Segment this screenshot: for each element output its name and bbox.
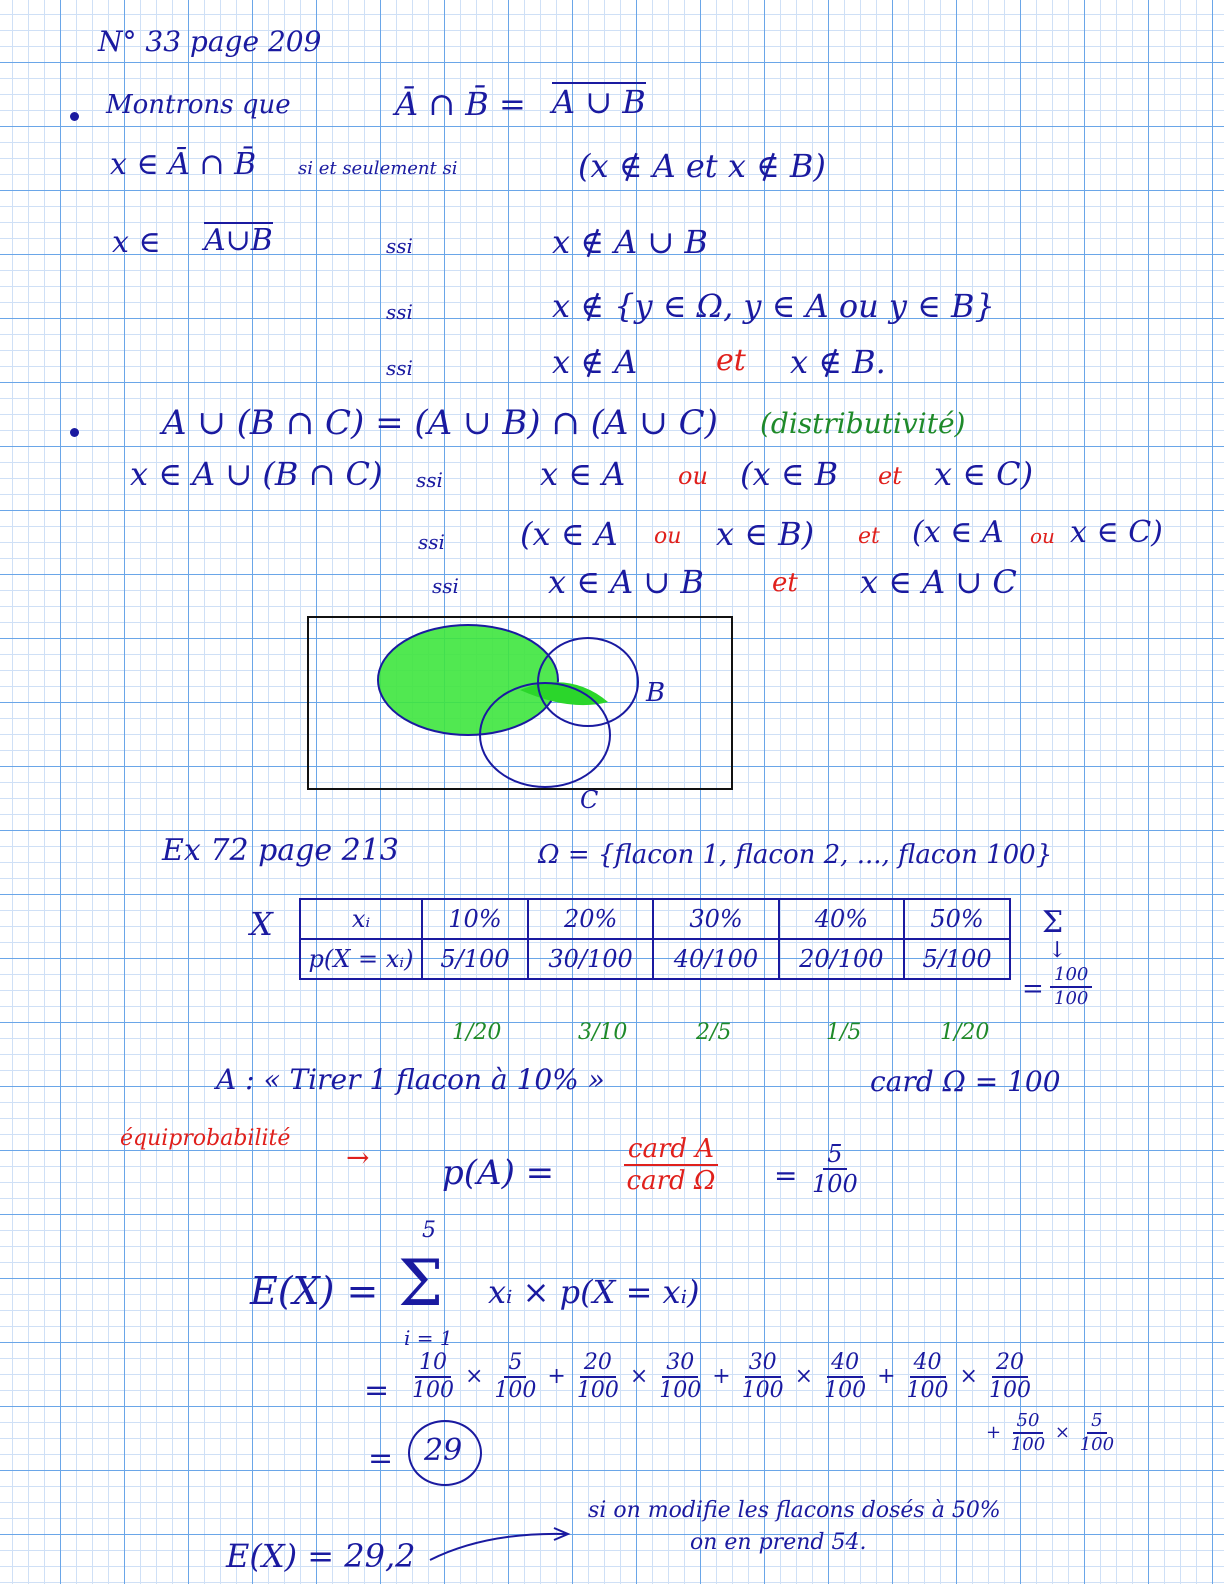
simplified-prob: 1/20	[940, 1020, 990, 1045]
sum-fraction	[1050, 966, 1092, 1008]
simplified-prob: 2/5	[696, 1020, 732, 1045]
distrib-note: (distributivité)	[760, 407, 966, 440]
term-den: 100	[576, 1378, 619, 1403]
expectation-lhs: E(X) =	[250, 1269, 379, 1313]
probability-table	[299, 898, 1011, 980]
sigma-bottom: i = 1	[404, 1326, 453, 1350]
distrib-l1-ou: ou	[678, 462, 708, 490]
ex33-l3-lhs: x ∈	[112, 225, 161, 260]
sum-equals: =	[1022, 974, 1044, 1004]
term-den: 100	[659, 1378, 702, 1403]
distrib-l2-et: et	[858, 524, 880, 549]
distrib-l2-ou1: ou	[654, 524, 682, 549]
p-of-a: p(A) =	[442, 1153, 555, 1193]
term-den: 100	[988, 1378, 1031, 1403]
term-den: 100	[824, 1378, 867, 1403]
ex33-l5-ssi: ssi	[386, 356, 413, 380]
term-num: 50	[1013, 1412, 1044, 1434]
term-den: 100	[906, 1378, 949, 1403]
sum-num: 100	[1050, 966, 1092, 988]
sum-symbol: Σ	[1042, 905, 1064, 940]
sigma-symbol: Σ	[398, 1247, 444, 1321]
result-den: 100	[812, 1170, 858, 1198]
distrib-l2-a: (x ∈ A	[520, 515, 618, 553]
term-num: 30	[745, 1352, 781, 1378]
term-den: 100	[741, 1378, 784, 1403]
ex33-l2-lhs: x ∈ Ā ∩ B̄	[110, 147, 257, 182]
equiprobability-note: équiprobabilité	[120, 1126, 291, 1151]
prob-cell: 30/100	[528, 939, 653, 979]
term-num: 40	[827, 1352, 863, 1378]
sum-arrow: ↓	[1048, 938, 1067, 963]
p-of-a-equals: =	[774, 1159, 798, 1192]
ex72-omega: Ω = {flacon 1, flacon 2, ..., flacon 100}	[538, 840, 1053, 870]
card-fraction	[596, 1136, 746, 1194]
value-cell: 50%	[904, 899, 1010, 939]
table-row	[300, 939, 1010, 979]
term-num: 5	[1087, 1412, 1106, 1434]
term-den: 100	[1079, 1434, 1115, 1455]
ex33-l3-ssi: ssi	[386, 234, 413, 258]
prob-cell: 5/100	[904, 939, 1010, 979]
card-omega-den: card Ω	[626, 1166, 716, 1196]
event-definition: A : « Tirer 1 flacon à 10% »	[216, 1063, 605, 1096]
venn-label-b: B	[646, 678, 666, 708]
table-row	[300, 899, 1010, 939]
distrib-l2-c: (x ∈ A	[912, 515, 1004, 550]
term-num: 10	[415, 1352, 451, 1378]
header-xi: xᵢ	[300, 899, 422, 939]
ex33-l5-a: x ∉ A	[552, 343, 638, 381]
ex33-l5-et: et	[716, 343, 746, 378]
card-omega: card Ω = 100	[870, 1065, 1061, 1098]
distrib-l1-et: et	[878, 462, 902, 490]
equiprobability-arrow: →	[346, 1141, 370, 1174]
expansion-terms-line2: + $\frac{50}{100}$ × $\frac{5}{100}$	[986, 1412, 1118, 1454]
distrib-l1-ssi: ssi	[416, 468, 443, 492]
distrib-l3-b: x ∈ A ∪ C	[860, 563, 1017, 601]
ex33-l4-ssi: ssi	[386, 300, 413, 324]
simplified-prob: 3/10	[578, 1020, 628, 1045]
ex33-l4-rhs: x ∉ {y ∈ Ω, y ∈ A ou y ∈ B}	[552, 287, 995, 325]
value-cell: 40%	[779, 899, 904, 939]
page-title: N° 33 page 209	[98, 25, 322, 58]
expansion-equals: =	[364, 1373, 390, 1408]
distrib-l1-a: x ∈ A	[540, 455, 626, 493]
distrib-l1-c: x ∈ C)	[934, 455, 1034, 493]
ex33-l3-overlined: A∪B	[204, 223, 273, 258]
distrib-l3-ssi: ssi	[432, 574, 459, 598]
value-cell: 20%	[528, 899, 653, 939]
ex72-title: Ex 72 page 213	[162, 833, 399, 868]
term-num: 20	[580, 1352, 616, 1378]
term-num: 5	[504, 1352, 526, 1378]
distrib-l3-a: x ∈ A ∪ B	[548, 563, 704, 601]
distrib-l1-lhs: x ∈ A ∪ (B ∩ C)	[130, 455, 383, 493]
prob-cell: 5/100	[422, 939, 528, 979]
ex33-intro: Montrons que	[106, 90, 291, 120]
value-cell: 30%	[653, 899, 778, 939]
arrow-icon	[426, 1526, 576, 1566]
term-num: 40	[910, 1352, 946, 1378]
result-num: 5	[823, 1142, 846, 1170]
ex33-l2-rhs: (x ∉ A et x ∉ B)	[578, 147, 826, 185]
venn-label-c: C	[580, 786, 599, 814]
ex33-l2-mid: si et seulement si	[298, 158, 458, 179]
distrib-l2-ou2: ou	[1030, 524, 1055, 548]
prob-cell: 40/100	[653, 939, 778, 979]
random-variable-label: X	[250, 905, 273, 943]
term-den: 100	[494, 1378, 537, 1403]
term-den: 100	[412, 1378, 454, 1403]
set-a-region	[378, 625, 558, 735]
prob-cell: 20/100	[779, 939, 904, 979]
ex33-lhs: Ā ∩ B̄ =	[395, 85, 526, 123]
distrib-l2-ssi: ssi	[418, 530, 445, 554]
distrib-l1-b: (x ∈ B	[740, 455, 839, 493]
ex33-rhs-overlined: A ∪ B	[552, 83, 646, 121]
expansion-terms: $\frac{10}{100}$ × $\frac{5}{100}$ + $\frac{20}{100}$ × $\frac{30}{100}$ + $\frac{30}{100}$ × $\frac{40}{100}$ + $\frac{40}{100}$ × $\frac{20}{100}$	[408, 1352, 1035, 1402]
ex33-l5-b: x ∉ B.	[790, 343, 886, 381]
term-num: 30	[662, 1352, 698, 1378]
distrib-l3-et: et	[772, 568, 798, 598]
sigma-top: 5	[422, 1218, 436, 1243]
ex33-l3-rhs: x ∉ A ∪ B	[552, 223, 708, 261]
distrib-formula: A ∪ (B ∩ C) = (A ∪ B) ∩ (A ∪ C)	[162, 403, 718, 443]
note-line-1: si on modifie les flacons dosés à 50%	[588, 1498, 1001, 1523]
expectation-body: xᵢ × p(X = xᵢ)	[488, 1273, 700, 1311]
result-equals: =	[368, 1441, 394, 1476]
value-cell: 10%	[422, 899, 528, 939]
header-probability: p(X = xᵢ)	[300, 939, 422, 979]
final-expectation: E(X) = 29,2	[226, 1537, 416, 1575]
distrib-l2-d: x ∈ C)	[1070, 515, 1163, 550]
p-of-a-result	[808, 1142, 862, 1196]
card-a: card A	[624, 1136, 718, 1166]
note-line-2: on en prend 54.	[690, 1530, 867, 1555]
simplified-prob: 1/5	[826, 1020, 862, 1045]
sum-den: 100	[1054, 988, 1089, 1009]
distrib-l2-b: x ∈ B)	[716, 515, 815, 553]
term-num: 20	[992, 1352, 1028, 1378]
simplified-prob: 1/20	[452, 1020, 502, 1045]
term-den: 100	[1010, 1434, 1046, 1455]
result-value: 29	[424, 1433, 463, 1468]
